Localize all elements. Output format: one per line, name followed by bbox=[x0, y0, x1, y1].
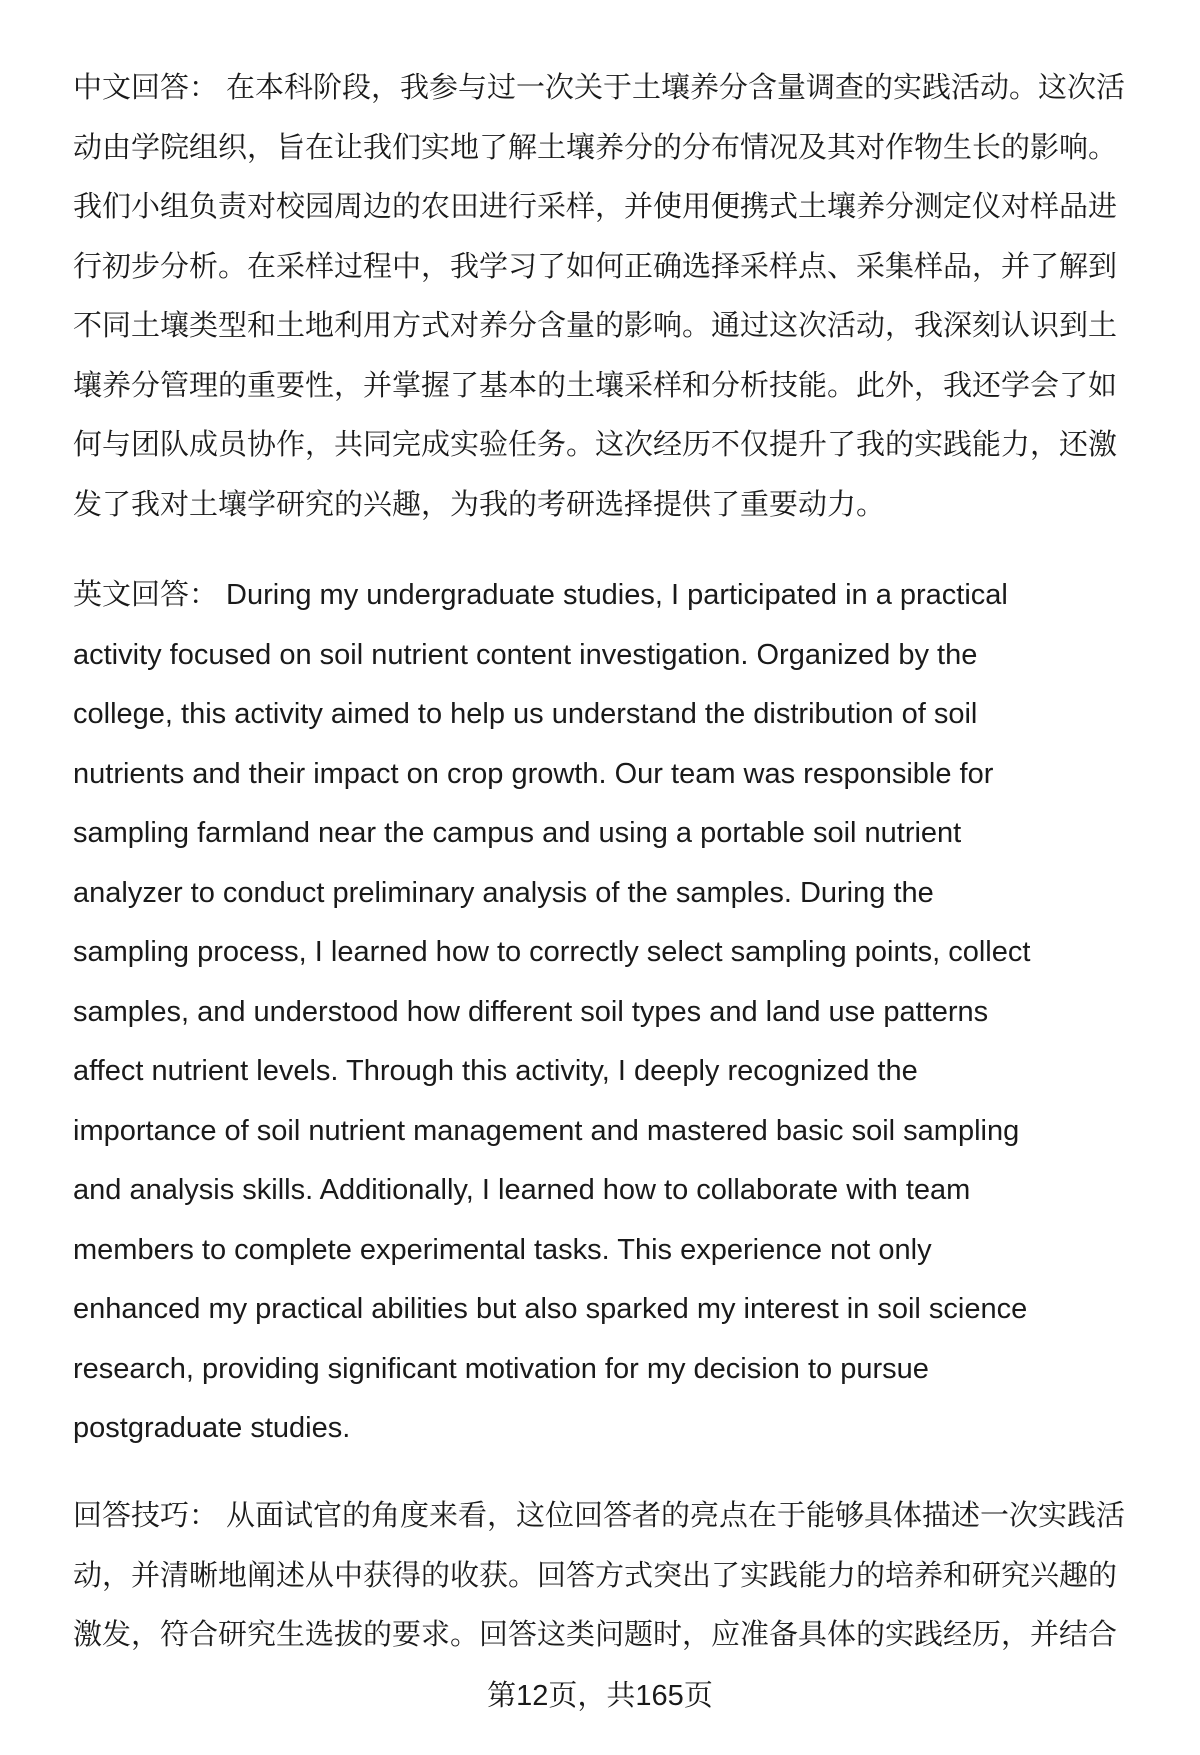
text-line: sampling farmland near the campus and using a portable soil nutrient bbox=[73, 817, 962, 849]
text-line: sampling process, I learned how to correctly select sampling points, collect bbox=[73, 936, 1031, 968]
text-line: 壤养分管理的重要性，并掌握了基本的土壤采样和分析技能。此外，我还学会了如 bbox=[73, 369, 1118, 402]
text-line: 行初步分析。在采样过程中，我学习了如何正确选择采样点、采集样品，并了解到 bbox=[73, 250, 1118, 283]
text-line: affect nutrient levels. Through this activity, I deeply recognized the bbox=[73, 1055, 918, 1087]
text-line: 动，并清晰地阐述从中获得的收获。回答方式突出了实践能力的培养和研究兴趣的 bbox=[73, 1559, 1118, 1592]
chinese-answer-paragraph bbox=[73, 59, 1163, 535]
text-line: postgraduate studies. bbox=[73, 1412, 351, 1444]
text-line: 激发，符合研究生选拔的要求。回答这类问题时，应准备具体的实践经历，并结合 bbox=[73, 1619, 1118, 1651]
text-line: 英文回答： During my undergraduate studies, I participated in a practical bbox=[73, 579, 1008, 611]
text-line: 发了我对土壤学研究的兴趣，为我的考研选择提供了重要动力。 bbox=[73, 488, 886, 521]
text-line: college, this activity aimed to help us understand the distribution of soil bbox=[73, 698, 978, 730]
text-line: 我们小组负责对校园周边的农田进行采样，并使用便携式土壤养分测定仪对样品进 bbox=[73, 191, 1118, 223]
text-line: 何与团队成员协作，共同完成实验任务。这次经历不仅提升了我的实践能力，还激 bbox=[73, 429, 1118, 461]
text-line: 动由学院组织，旨在让我们实地了解土壤养分的分布情况及其对作物生长的影响。 bbox=[73, 131, 1118, 164]
text-line: analyzer to conduct preliminary analysis of the samples. During the bbox=[73, 876, 934, 909]
english-answer-paragraph bbox=[73, 566, 1163, 1459]
text-line: and analysis skills. Additionally, I learned how to collaborate with team bbox=[73, 1174, 971, 1206]
text-line: 不同土壤类型和土地利用方式对养分含量的影响。通过这次活动，我深刻认识到土 bbox=[73, 310, 1118, 342]
text-line: enhanced my practical abilities but also sparked my interest in soil science bbox=[73, 1293, 1028, 1325]
text-line: activity focused on soil nutrient content investigation. Organized by the bbox=[73, 638, 978, 671]
text-line: samples, and understood how different soil types and land use patterns bbox=[73, 995, 989, 1028]
text-line: nutrients and their impact on crop growth. Our team was responsible for bbox=[73, 757, 994, 790]
text-line: importance of soil nutrient management and mastered basic soil sampling bbox=[73, 1114, 1020, 1147]
text-line: 回答技巧： 从面试官的角度来看，这位回答者的亮点在于能够具体描述一次实践活 bbox=[73, 1500, 1126, 1532]
page-indicator: 第12页，共165页 bbox=[487, 1680, 713, 1712]
answer-tips-paragraph bbox=[73, 1487, 1163, 1666]
text-line: research, providing significant motivation for my decision to pursue bbox=[73, 1352, 929, 1385]
text-line: 中文回答： 在本科阶段，我参与过一次关于土壤养分含量调查的实践活动。这次活 bbox=[73, 72, 1126, 104]
text-line: members to complete experimental tasks. This experience not only bbox=[73, 1233, 932, 1266]
